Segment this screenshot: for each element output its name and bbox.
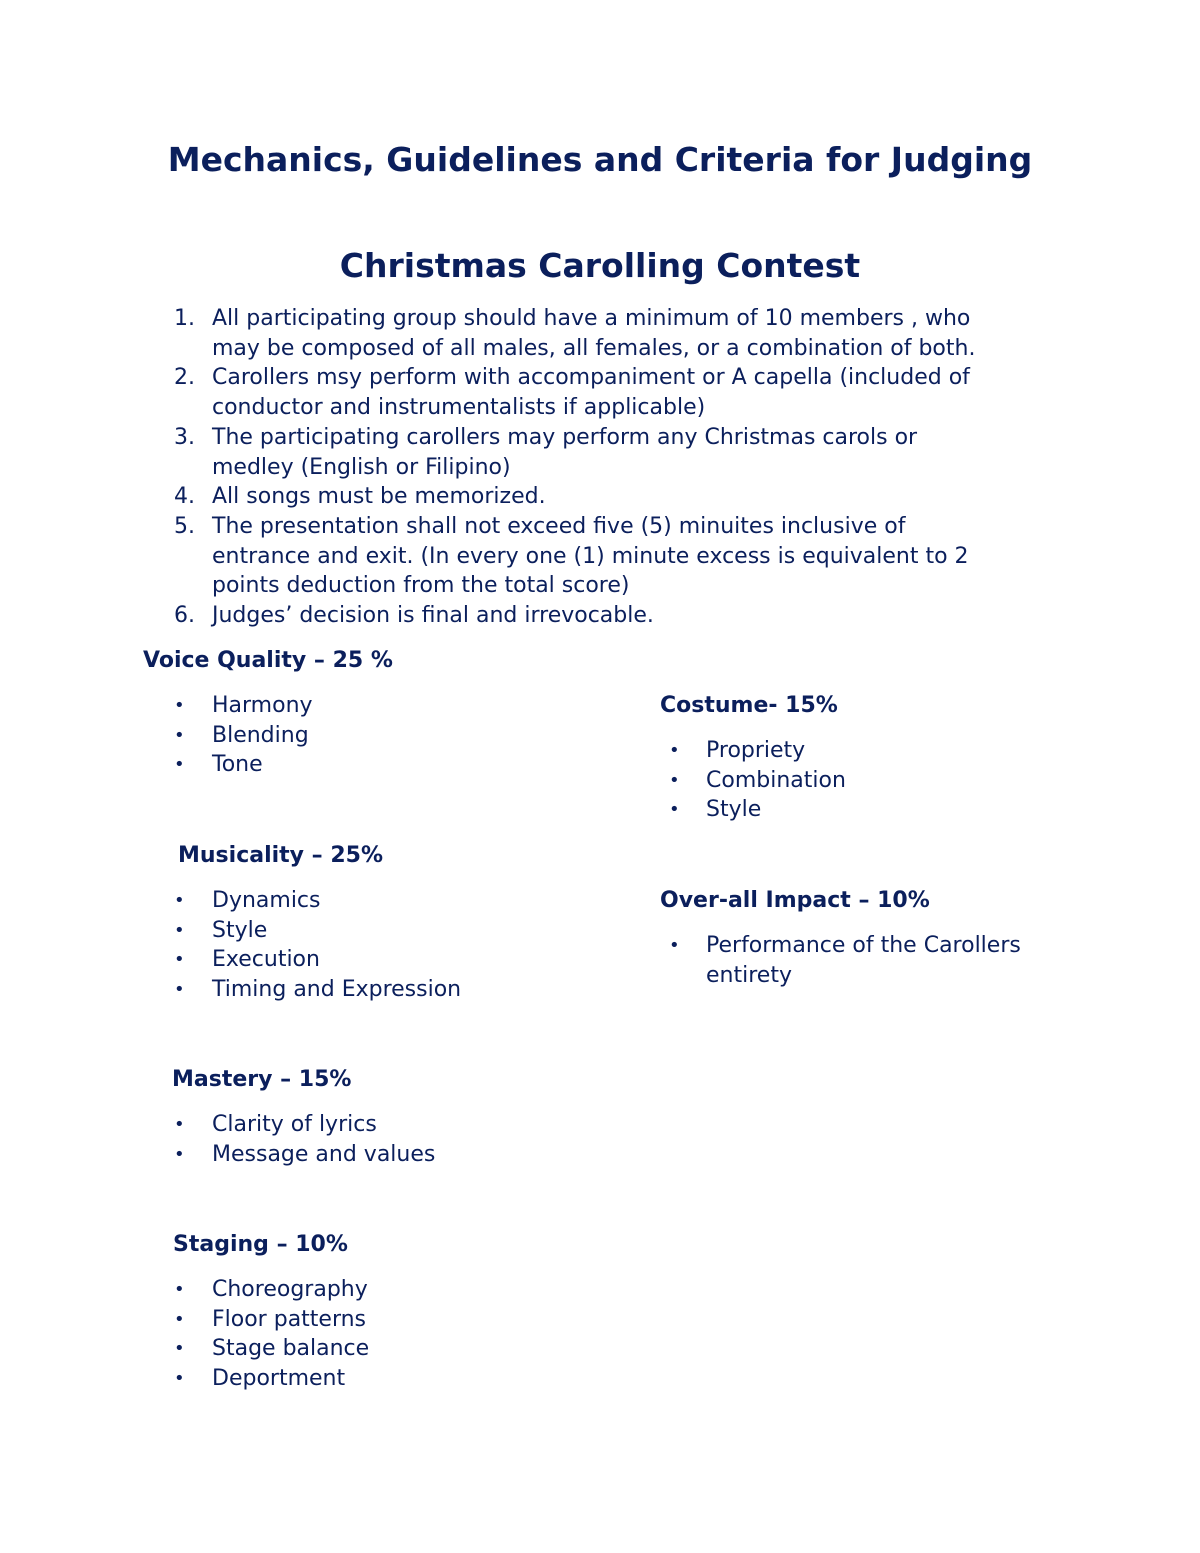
criteria-heading: Mastery – 15% xyxy=(172,1067,352,1092)
criteria-list xyxy=(173,1275,369,1394)
list-item-text: Execution xyxy=(212,947,320,973)
rule-item xyxy=(0,512,1042,601)
criteria-heading: Musicality – 25% xyxy=(178,843,383,868)
criteria-costume xyxy=(660,691,846,825)
criteria-overall-impact xyxy=(660,886,1056,990)
rule-text-line: Judges’ decision is final and irrevocable. xyxy=(212,603,654,629)
bullet-icon: • xyxy=(174,754,185,776)
list-item-text: Harmony xyxy=(212,693,313,718)
rule-text-line: All songs must be memorized. xyxy=(212,484,546,510)
rule-text-line: All participating group should have a minimum of 10 members , who xyxy=(212,306,971,331)
list-item-text: Tone xyxy=(212,752,263,778)
bullet-icon: • xyxy=(174,1338,185,1360)
list-item xyxy=(174,945,461,975)
bullet-icon: • xyxy=(174,1279,185,1300)
list-item xyxy=(660,766,846,796)
rules-list xyxy=(0,304,1042,631)
rule-number: 3. xyxy=(174,424,195,450)
list-item-text: Blending xyxy=(212,722,309,748)
criteria-heading: Staging – 10% xyxy=(173,1232,348,1257)
criteria-heading: Costume- 15% xyxy=(660,693,838,718)
rule-number: 5. xyxy=(174,513,195,539)
criteria-voice-quality xyxy=(143,646,393,780)
list-item-text: Clarity of lyrics xyxy=(212,1112,377,1137)
list-item xyxy=(660,736,846,766)
rule-text-line: The presentation shall not exceed five (5) minuites inclusive of xyxy=(212,513,906,539)
list-item-text: Dynamics xyxy=(212,888,321,913)
bullet-icon: • xyxy=(669,935,680,956)
rule-number: 4. xyxy=(174,484,195,510)
criteria-heading: Over-all Impact – 10% xyxy=(660,888,930,913)
criteria-mastery xyxy=(172,1065,435,1169)
list-item-text: Floor patterns xyxy=(212,1306,367,1332)
list-item-text: Style xyxy=(212,917,268,943)
list-item xyxy=(173,1364,369,1394)
bullet-icon: • xyxy=(174,724,185,746)
rule-number: 2. xyxy=(174,365,195,391)
list-item xyxy=(660,931,1056,990)
bullet-icon: • xyxy=(174,979,185,1001)
rule-number: 6. xyxy=(174,603,195,629)
list-item xyxy=(174,975,462,1005)
criteria-staging xyxy=(173,1230,369,1394)
bullet-icon: • xyxy=(174,695,185,716)
list-item-text: Style xyxy=(706,797,762,823)
rule-text-line: entrance and exit. (In every one (1) minute excess is equivalent to 2 xyxy=(212,543,969,569)
bullet-icon: • xyxy=(669,769,680,791)
list-item xyxy=(173,1305,369,1335)
criteria-list xyxy=(660,736,846,825)
bullet-icon: • xyxy=(174,890,185,911)
list-item xyxy=(143,721,393,751)
list-item-text: Combination xyxy=(706,767,846,793)
list-item xyxy=(174,886,461,916)
list-item-text: Message and values xyxy=(212,1141,436,1167)
rule-item xyxy=(0,601,1042,631)
document-subtitle: Christmas Carolling Contest xyxy=(339,246,861,285)
list-item-text: Performance of the Carollers entirety xyxy=(706,933,1021,988)
rule-text-line: The participating carollers may perform any Christmas carols or xyxy=(212,424,918,450)
criteria-list xyxy=(660,931,1056,990)
list-item xyxy=(143,691,393,721)
bullet-icon: • xyxy=(669,799,680,821)
criteria-musicality xyxy=(174,841,462,1005)
list-item-text: Stage balance xyxy=(212,1336,370,1362)
list-item xyxy=(172,1140,435,1170)
list-item xyxy=(172,1110,435,1140)
rule-item xyxy=(0,363,1042,422)
rule-text-line: may be composed of all males, all females, or a combination of both. xyxy=(212,335,976,361)
bullet-icon: • xyxy=(174,1368,185,1390)
list-item xyxy=(143,750,393,780)
list-item-text: Choreography xyxy=(212,1277,368,1302)
rule-number: 1. xyxy=(174,306,195,331)
document-title: Mechanics, Guidelines and Criteria for Judging xyxy=(167,140,1033,179)
rule-text-line: conductor and instrumentalists if applicable) xyxy=(212,395,706,421)
criteria-heading: Voice Quality – 25 % xyxy=(143,648,393,673)
criteria-list xyxy=(172,1110,435,1169)
rule-text-line: medley (English or Filipino) xyxy=(212,454,511,480)
list-item xyxy=(173,1334,369,1364)
rule-item xyxy=(0,304,1042,363)
list-item xyxy=(174,916,461,946)
list-item xyxy=(173,1275,369,1305)
list-item-text: Timing and Expression xyxy=(212,977,462,1003)
bullet-icon: • xyxy=(174,949,185,971)
list-item xyxy=(660,795,846,825)
bullet-icon: • xyxy=(174,1308,185,1330)
rule-text-line: points deduction from the total score) xyxy=(212,573,630,599)
criteria-list xyxy=(174,886,462,1005)
rule-text-line: Carollers msy perform with accompaniment or A capella (included of xyxy=(212,365,970,391)
bullet-icon: • xyxy=(174,1114,185,1135)
bullet-icon: • xyxy=(174,919,185,941)
list-item-text: Deportment xyxy=(212,1366,346,1392)
bullet-icon: • xyxy=(669,740,680,761)
rule-item xyxy=(0,423,1042,482)
rule-item xyxy=(0,482,1042,512)
bullet-icon: • xyxy=(174,1143,185,1165)
list-item-text: Propriety xyxy=(706,738,806,763)
criteria-list xyxy=(143,691,393,780)
